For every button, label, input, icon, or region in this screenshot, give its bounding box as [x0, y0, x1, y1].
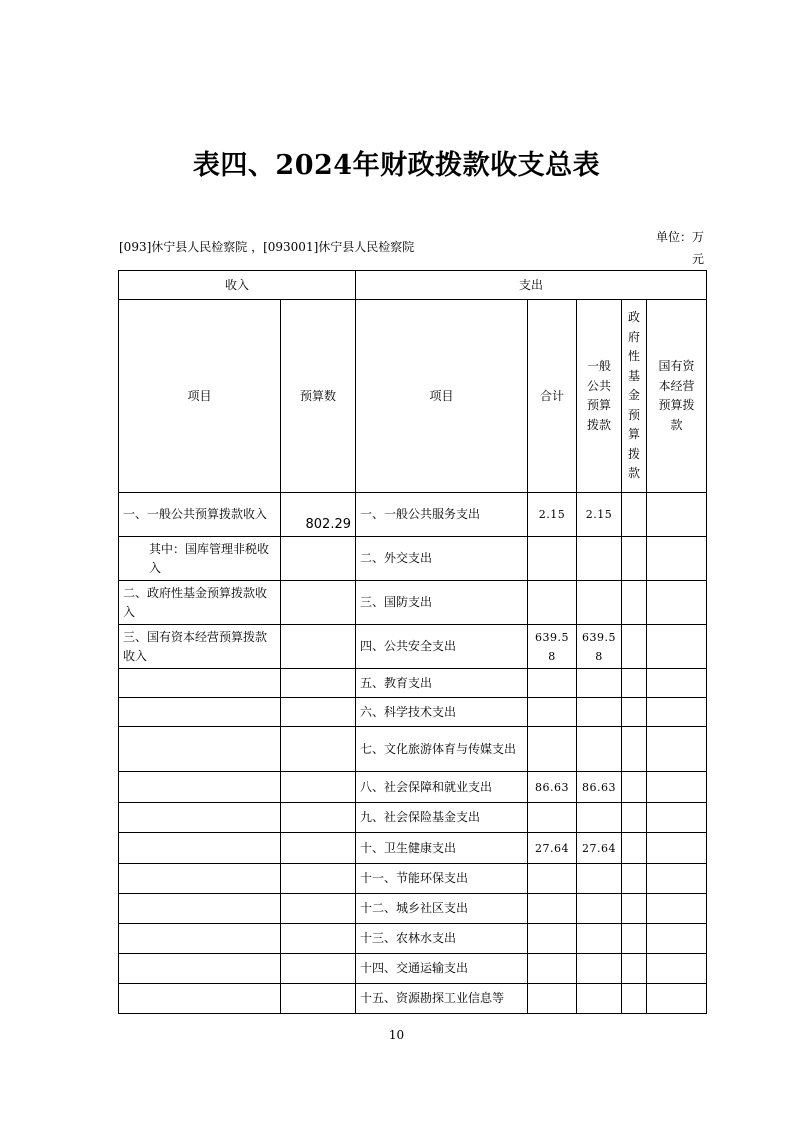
- general-budget-cell: [577, 984, 622, 1014]
- income-item-cell: [119, 894, 281, 924]
- total-cell: [528, 924, 577, 954]
- income-item-cell: 其中：国库管理非税收入: [119, 537, 281, 581]
- expense-item-cell: 一、一般公共服务支出: [356, 493, 528, 537]
- state-capital-cell: [647, 894, 707, 924]
- page-number: 10: [388, 1028, 405, 1042]
- income-budget-cell: 802.29: [281, 493, 356, 537]
- organization-label: [093]休宁县人民检察院 ，[093001]休宁县人民检察院: [119, 240, 415, 254]
- fund-budget-cell: [622, 772, 647, 803]
- state-capital-header: [647, 300, 707, 493]
- expense-item-cell: 七、文化旅游体育与传媒支出: [356, 727, 528, 772]
- total-cell: [528, 537, 577, 581]
- income-item-cell: [119, 984, 281, 1014]
- general-budget-cell: [577, 924, 622, 954]
- state-capital-cell: [647, 833, 707, 864]
- fund-budget-cell: [622, 894, 647, 924]
- general-budget-cell: 27.64: [577, 833, 622, 864]
- expense-item-cell: 三、国防支出: [356, 581, 528, 625]
- general-budget-cell: [577, 954, 622, 984]
- state-capital-cell: [647, 984, 707, 1014]
- general-budget-cell: [577, 698, 622, 727]
- expense-item-cell: 八、社会保障和就业支出: [356, 772, 528, 803]
- income-budget-cell: [281, 537, 356, 581]
- state-capital-header-text: 国有资本经营预算拨款: [658, 359, 695, 432]
- table-row: [119, 894, 707, 924]
- total-cell: [528, 984, 577, 1014]
- state-capital-cell: [647, 803, 707, 833]
- table-row: [119, 924, 707, 954]
- general-budget-cell: 639.58: [577, 625, 622, 669]
- total-cell: [528, 727, 577, 772]
- income-item-cell: [119, 833, 281, 864]
- table-row: [119, 669, 707, 698]
- income-budget-cell: [281, 803, 356, 833]
- fund-budget-cell: [622, 625, 647, 669]
- fund-budget-cell: [622, 669, 647, 698]
- expense-item-cell: 二、外交支出: [356, 537, 528, 581]
- income-budget-cell: [281, 625, 356, 669]
- income-budget-cell: [281, 581, 356, 625]
- table-row: [119, 803, 707, 833]
- page-title: 表四、2024年财政拨款收支总表: [192, 150, 601, 181]
- total-cell: [528, 954, 577, 984]
- income-item-cell: [119, 772, 281, 803]
- expense-item-cell: 十四、交通运输支出: [356, 954, 528, 984]
- table-row: [119, 581, 707, 625]
- expense-item-cell: 十二、城乡社区支出: [356, 894, 528, 924]
- income-budget-cell: [281, 833, 356, 864]
- fund-budget-cell: [622, 537, 647, 581]
- general-budget-cell: [577, 581, 622, 625]
- fund-budget-cell: [622, 924, 647, 954]
- income-header: 收入: [119, 271, 356, 300]
- income-item-cell: [119, 924, 281, 954]
- total-cell: [528, 894, 577, 924]
- fund-budget-header: [622, 300, 647, 493]
- income-item-cell: 三、国有资本经营预算拨款收入: [119, 625, 281, 669]
- table-row: [119, 537, 707, 581]
- total-cell: 27.64: [528, 833, 577, 864]
- expense-item-header: 项目: [356, 300, 528, 493]
- income-item-cell: [119, 864, 281, 894]
- expense-item-cell: 十五、资源勘探工业信息等: [356, 984, 528, 1014]
- table-row: [119, 772, 707, 803]
- table-row: [119, 984, 707, 1014]
- table-row: [119, 864, 707, 894]
- income-item-cell: 一、一般公共预算拨款收入: [119, 493, 281, 537]
- table-row: [119, 493, 707, 537]
- income-item-cell: [119, 698, 281, 727]
- general-budget-header-text: 一般公共预算拨款: [587, 359, 612, 432]
- expense-item-cell: 五、教育支出: [356, 669, 528, 698]
- income-budget-cell: [281, 669, 356, 698]
- income-item-cell: [119, 669, 281, 698]
- state-capital-cell: [647, 625, 707, 669]
- state-capital-cell: [647, 864, 707, 894]
- general-budget-cell: [577, 669, 622, 698]
- state-capital-cell: [647, 954, 707, 984]
- total-cell: [528, 581, 577, 625]
- total-cell: 639.58: [528, 625, 577, 669]
- general-budget-cell: [577, 727, 622, 772]
- total-header: 合计: [528, 300, 577, 493]
- state-capital-cell: [647, 581, 707, 625]
- unit-label: 单位：万元: [655, 230, 704, 266]
- total-cell: [528, 803, 577, 833]
- expense-item-cell: 四、公共安全支出: [356, 625, 528, 669]
- income-budget-cell: [281, 954, 356, 984]
- fund-budget-cell: [622, 833, 647, 864]
- expense-item-cell: 十一、节能环保支出: [356, 864, 528, 894]
- income-budget-cell: [281, 772, 356, 803]
- total-cell: 86.63: [528, 772, 577, 803]
- income-budget-cell: [281, 894, 356, 924]
- income-budget-cell: [281, 698, 356, 727]
- fund-budget-cell: [622, 493, 647, 537]
- state-capital-cell: [647, 924, 707, 954]
- expense-item-cell: 六、科学技术支出: [356, 698, 528, 727]
- state-capital-cell: [647, 493, 707, 537]
- expense-item-cell: 十、卫生健康支出: [356, 833, 528, 864]
- total-cell: [528, 864, 577, 894]
- general-budget-cell: [577, 537, 622, 581]
- expense-header: 支出: [356, 271, 707, 300]
- fund-budget-cell: [622, 954, 647, 984]
- fund-budget-header-text: 政府性基金预算拨款: [628, 310, 641, 481]
- state-capital-cell: [647, 669, 707, 698]
- general-budget-cell: [577, 864, 622, 894]
- expense-item-cell: 九、社会保险基金支出: [356, 803, 528, 833]
- state-capital-cell: [647, 772, 707, 803]
- general-budget-cell: [577, 894, 622, 924]
- state-capital-cell: [647, 698, 707, 727]
- state-capital-cell: [647, 537, 707, 581]
- total-cell: 2.15: [528, 493, 577, 537]
- income-budget-cell: [281, 924, 356, 954]
- fund-budget-cell: [622, 698, 647, 727]
- table-row: [119, 727, 707, 772]
- table-row: [119, 625, 707, 669]
- general-budget-header: [577, 300, 622, 493]
- fund-budget-cell: [622, 803, 647, 833]
- income-item-header: 项目: [119, 300, 281, 493]
- income-budget-cell: [281, 984, 356, 1014]
- fund-budget-cell: [622, 727, 647, 772]
- income-budget-header: 预算数: [281, 300, 356, 493]
- expense-item-cell: 十三、农林水支出: [356, 924, 528, 954]
- general-budget-cell: [577, 803, 622, 833]
- income-item-cell: [119, 803, 281, 833]
- income-item-cell: [119, 954, 281, 984]
- income-budget-cell: [281, 864, 356, 894]
- general-budget-cell: 86.63: [577, 772, 622, 803]
- column-header-row: [119, 300, 707, 493]
- table-row: [119, 954, 707, 984]
- fund-budget-cell: [622, 581, 647, 625]
- total-cell: [528, 698, 577, 727]
- table-row: [119, 833, 707, 864]
- total-cell: [528, 669, 577, 698]
- income-item-cell: 二、政府性基金预算拨款收入: [119, 581, 281, 625]
- table-row: [119, 698, 707, 727]
- income-budget-cell: [281, 727, 356, 772]
- fund-budget-cell: [622, 864, 647, 894]
- income-item-cell: [119, 727, 281, 772]
- fund-budget-cell: [622, 984, 647, 1014]
- general-budget-cell: 2.15: [577, 493, 622, 537]
- section-header-row: [119, 271, 707, 300]
- state-capital-cell: [647, 727, 707, 772]
- budget-summary-table: [118, 270, 707, 1014]
